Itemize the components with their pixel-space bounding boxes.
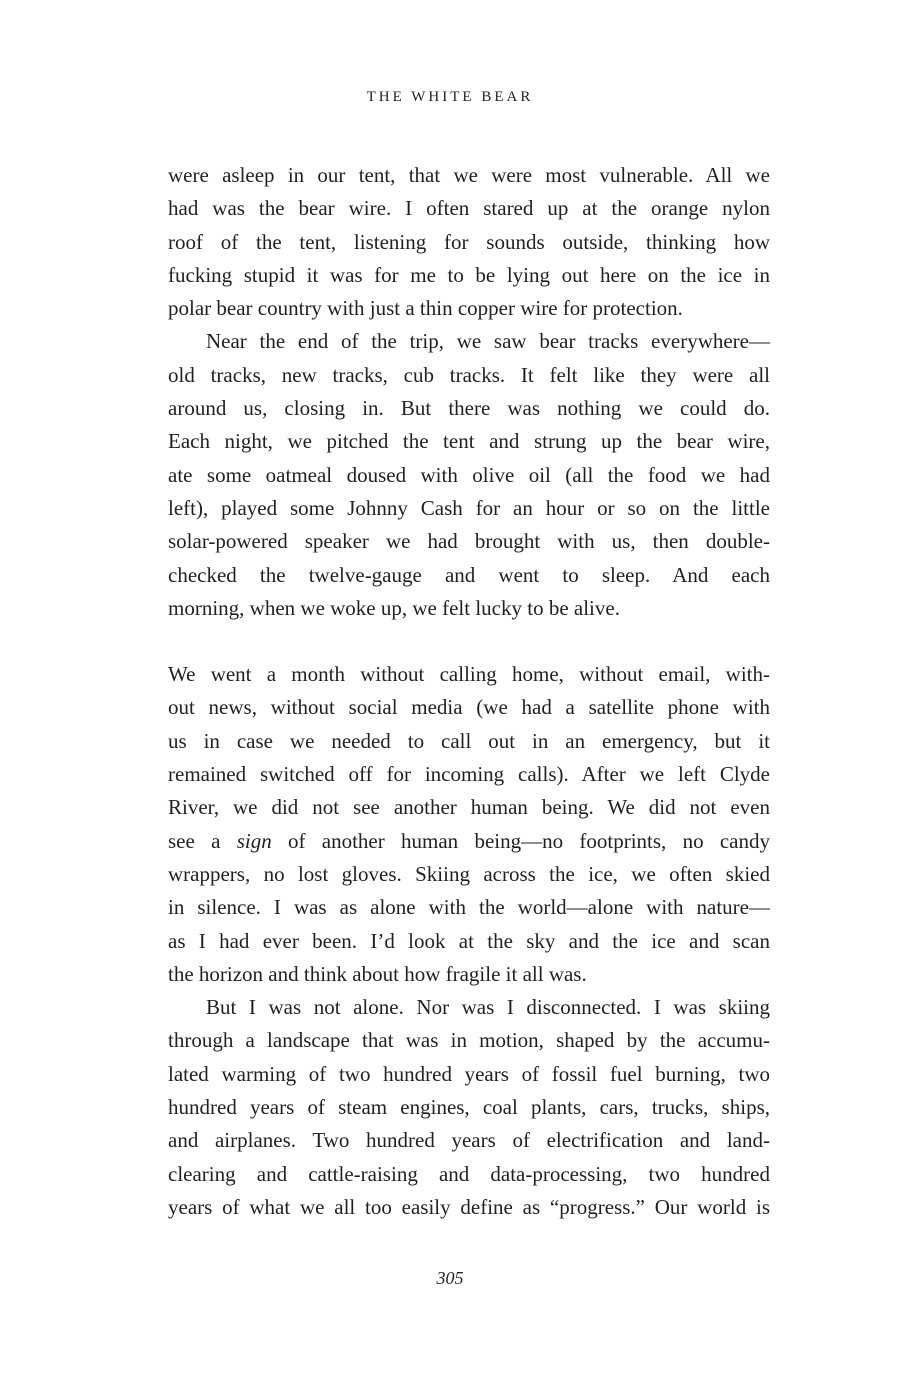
- text-line: lated warming of two hundred years of fossil fuel burning, two: [168, 1061, 770, 1086]
- page-number: 305: [436, 1268, 464, 1288]
- text-line: clearing and cattle-raising and data-processing, two hundred: [168, 1161, 770, 1186]
- text-line: as I had ever been. I’d look at the sky and the ice and scan: [168, 928, 770, 953]
- text-line: old tracks, new tracks, cub tracks. It felt like they were all: [168, 362, 770, 387]
- text-line: hundred years of steam engines, coal plants, cars, trucks, ships,: [168, 1095, 770, 1120]
- text-line: the horizon and think about how fragile it all was.: [168, 961, 587, 986]
- text-line: in silence. I was as alone with the world—alone with nature—: [168, 895, 770, 920]
- text-line: But I was not alone. Nor was I disconnected. I was skiing: [206, 995, 770, 1020]
- text-line: ate some oatmeal doused with olive oil (all the food we had: [168, 462, 770, 487]
- text-line: through a landscape that was in motion, shaped by the accumu-: [168, 1028, 770, 1053]
- text-line: had was the bear wire. I often stared up at the orange nylon: [168, 196, 770, 221]
- text-line: were asleep in our tent, that we were most vulnerable. All we: [168, 163, 770, 187]
- text-segment: see a: [168, 828, 237, 853]
- text-line: Each night, we pitched the tent and strung up the bear wire,: [168, 429, 770, 454]
- text-line: We went a month without calling home, without email, with-: [168, 662, 770, 687]
- text-line: polar bear country with just a thin copper wire for protection.: [168, 296, 683, 321]
- text-line: left), played some Johnny Cash for an hour or so on the little: [168, 495, 770, 520]
- text-line: out news, without social media (we had a satellite phone with: [168, 695, 770, 720]
- text-line: [168, 825, 770, 858]
- text-line: remained switched off for incoming calls). After we left Clyde: [168, 762, 770, 787]
- text-line: around us, closing in. But there was nothing we could do.: [168, 396, 770, 421]
- body-text: [168, 159, 770, 1224]
- text-line: and airplanes. Two hundred years of electrification and land-: [168, 1128, 770, 1153]
- text-line: solar-powered speaker we had brought with us, then double-: [168, 529, 770, 554]
- text-segment: of another human being—no footprints, no candy: [271, 828, 771, 853]
- text-line: fucking stupid it was for me to be lying out here on the ice in: [168, 262, 770, 287]
- text-line: River, we did not see another human being. We did not even: [168, 795, 770, 820]
- text-line: wrappers, no lost gloves. Skiing across the ice, we often skied: [168, 861, 770, 886]
- text-line: morning, when we woke up, we felt lucky to be alive.: [168, 595, 620, 620]
- text-line: Near the end of the trip, we saw bear tracks everywhere—: [206, 329, 770, 354]
- section-break: [168, 625, 770, 658]
- text-line: checked the twelve-gauge and went to sleep. And each: [168, 562, 770, 587]
- text-line: us in case we needed to call out in an emergency, but it: [168, 728, 770, 753]
- text-line: roof of the tent, listening for sounds outside, thinking how: [168, 229, 770, 254]
- italic-word: sign: [236, 828, 272, 853]
- running-head: THE WHITE BEAR: [366, 89, 534, 105]
- text-line: years of what we all too easily define as “progress.” Our world is: [168, 1194, 770, 1219]
